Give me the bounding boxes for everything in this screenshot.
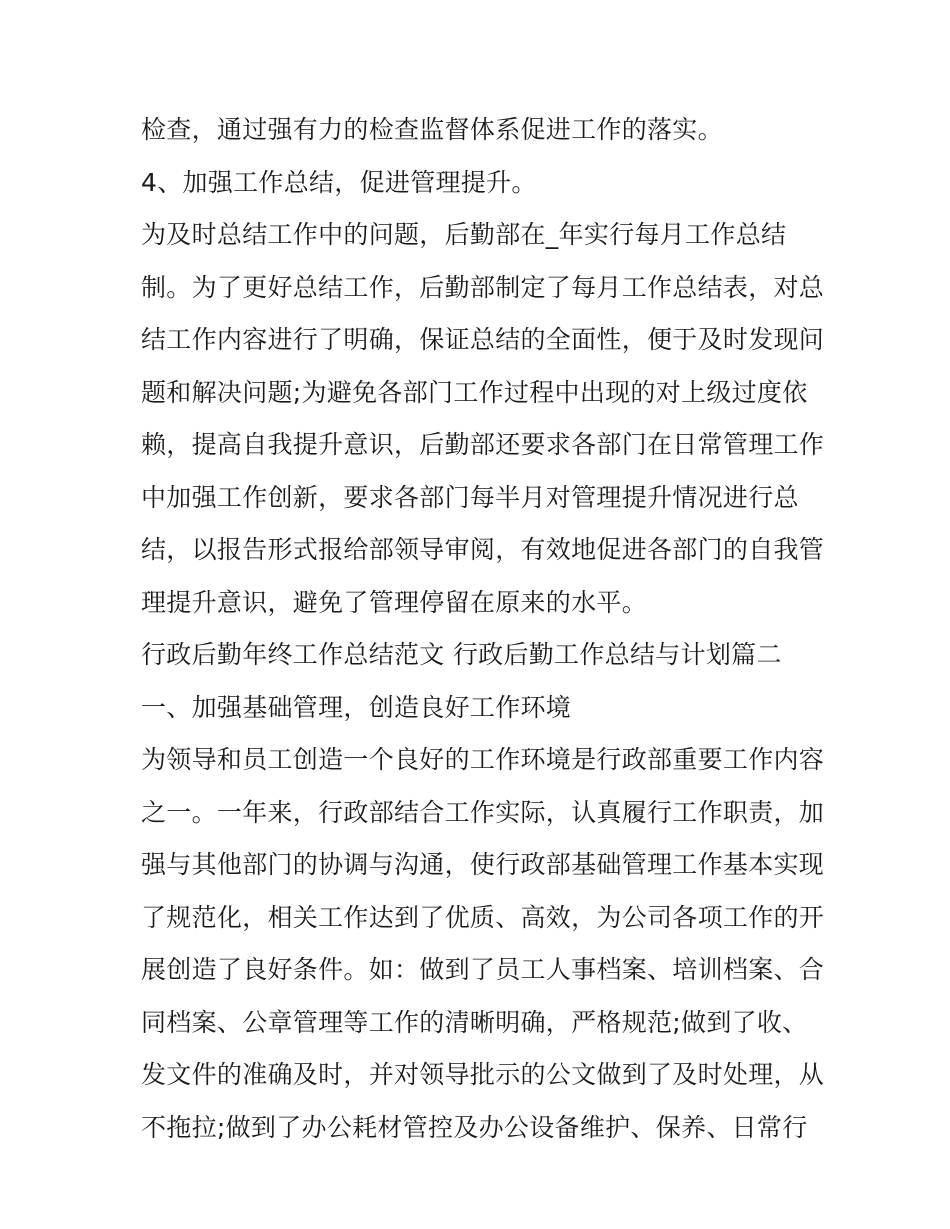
text-line: 理提升意识，避免了管理停留在原来的水平。 [141,587,648,617]
text-line: 发文件的准确及时，并对领导批示的公文做到了及时处理，从 [141,1060,825,1089]
text-line: 中加强工作创新，要求各部门每半月对管理提升情况进行总 [141,482,799,512]
text-line: 不拖拉;做到了办公耗材管控及办公设备维护、保养、日常行 [141,1112,808,1142]
section-heading: 4、加强工作总结，促进管理提升。 [141,167,537,197]
text-line: 结，以报告形式报给部领导审阅，有效地促进各部门的自我管 [141,535,825,564]
section-heading: 一、加强基础管理，创造良好工作环境 [141,692,572,722]
text-line: 同档案、公章管理等工作的清晰明确，严格规范;做到了收、 [141,1007,808,1037]
text-line: 了规范化，相关工作达到了优质、高效，为公司各项工作的开 [141,902,825,932]
text-line: 题和解决问题;为避免各部门工作过程中出现的对上级过度依 [141,377,808,407]
text-line: 展创造了良好条件。如：做到了员工人事档案、培训档案、合 [141,955,825,984]
text-line: 之一。一年来，行政部结合工作实际，认真履行工作职责，加 [141,797,825,827]
document-body [141,104,825,1154]
text-line: 结工作内容进行了明确，保证总结的全面性，便于及时发现问 [141,325,825,354]
text-line: 检查，通过强有力的检查监督体系促进工作的落实。 [141,115,723,144]
text-line: 为领导和员工创造一个良好的工作环境是行政部重要工作内容 [141,745,825,774]
text-line: 为及时总结工作中的问题，后勤部在_年实行每月工作总结 [141,220,787,249]
text-line: 制。为了更好总结工作，后勤部制定了每月工作总结表，对总 [141,272,825,302]
text-line: 强与其他部门的协调与沟通，使行政部基础管理工作基本实现 [141,850,825,879]
document-title: 行政后勤年终工作总结范文 行政后勤工作总结与计划篇二 [141,640,782,669]
text-line: 赖，提高自我提升意识，后勤部还要求各部门在日常管理工作 [141,430,825,459]
